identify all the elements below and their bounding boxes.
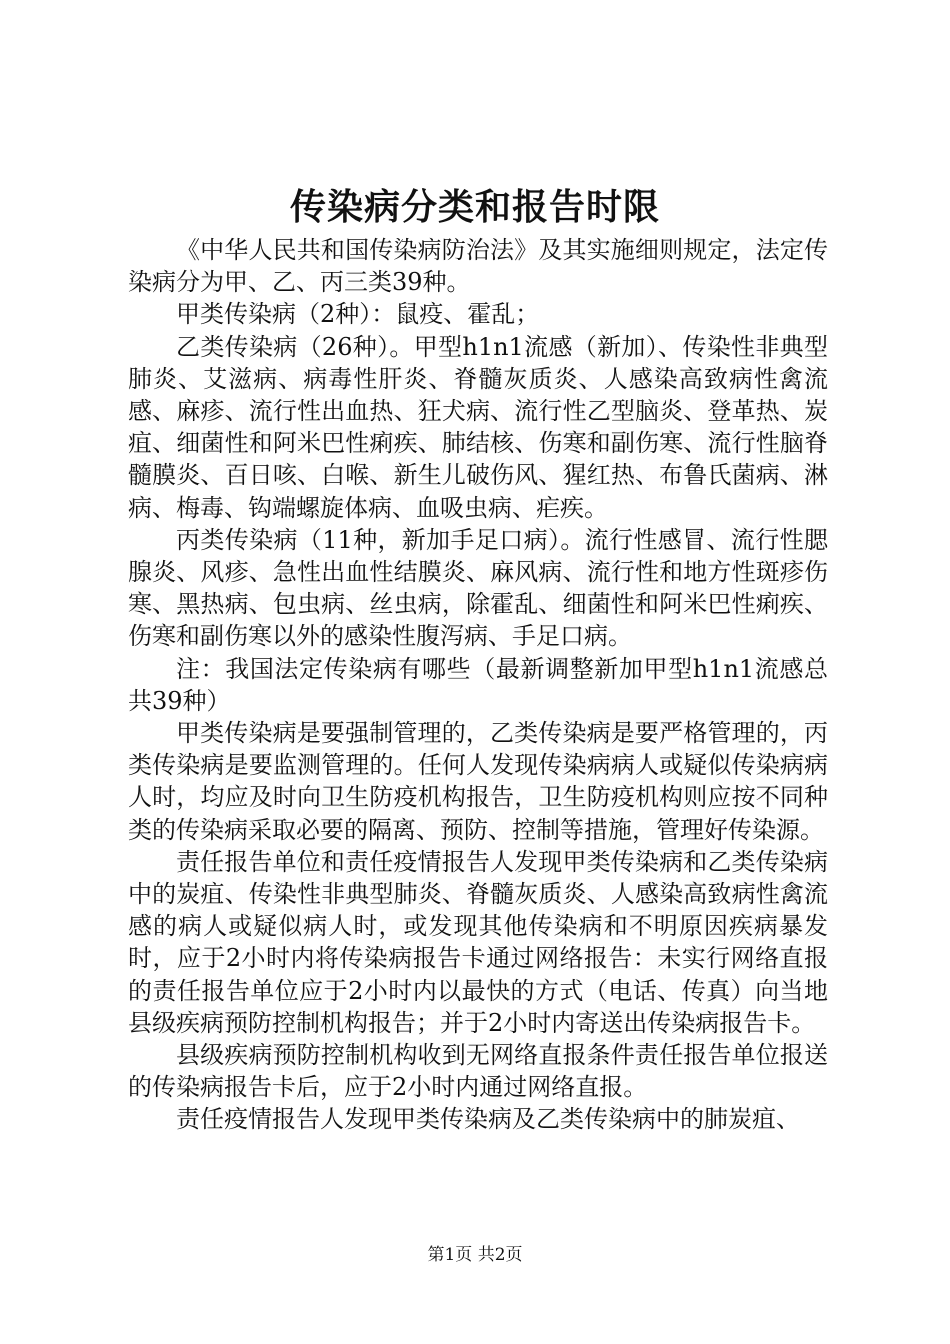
page-title: 传染病分类和报告时限 [289, 187, 660, 228]
paragraph-management: 甲类传染病是要强制管理的，乙类传染病是要严格管理的，丙类传染病是要监测管理的。任何人发现传染病病人或疑似传染病病人时，均应及时向卫生防疫机构报告，卫生防疫机构则应按不同种类的传染病采取必要的隔离、预防、控制等措施，管理好传染源。 [128, 719, 828, 844]
paragraph-county-cdc: 县级疾病预防控制机构收到无网络直报条件责任报告单位报送的传染病报告卡后，应于2小时内通过网络直报。 [128, 1041, 828, 1102]
paragraph-class-b: 乙类传染病（26种）。甲型h1n1流感（新加）、传染性非典型肺炎、艾滋病、病毒性肝炎、脊髓灰质炎、人感染高致病性禽流感、麻疹、流行性出血热、狂犬病、流行性乙型脑炎、登革热、炭疽、细菌性和阿米巴性痢疾、肺结核、伤寒和副伤寒、流行性脑脊髓膜炎、百日咳、白喉、新生儿破伤风、猩红热、布鲁氏菌病、淋病、梅毒、钩端螺旋体病、血吸虫病、疟疾。 [128, 332, 828, 522]
paragraph-reporting-rule: 责任报告单位和责任疫情报告人发现甲类传染病和乙类传染病中的炭疽、传染性非典型肺炎、脊髓灰质炎、人感染高致病性禽流感的病人或疑似病人时，或发现其他传染病和不明原因疾病暴发时，应于2小时内将传染病报告卡通过网络报告：未实行网络直报的责任报告单位应于2小时内以最快的方式（电话、传真）向当地县级疾病预防控制机构报告；并于2小时内寄送出传染病报告卡。 [128, 847, 828, 1037]
document-body [128, 234, 828, 1136]
paragraph-continued: 责任疫情报告人发现甲类传染病及乙类传染病中的肺炭疽、 [176, 1105, 800, 1134]
paragraph-class-a: 甲类传染病（2种）：鼠疫、霍乱； [176, 300, 540, 329]
paragraph-intro: 《中华人民共和国传染病防治法》及其实施细则规定，法定传染病分为甲、乙、丙三类39种。 [128, 236, 828, 297]
paragraph-class-c: 丙类传染病（11种，新加手足口病）。流行性感冒、流行性腮腺炎、风疹、急性出血性结膜炎、麻风病、流行性和地方性斑疹伤寒、黑热病、包虫病、丝虫病，除霍乱、细菌性和阿米巴性痢疾、伤寒和副伤寒以外的感染性腹泻病、手足口病。 [128, 525, 828, 651]
page-footer: 第1页 共2页 [427, 1245, 523, 1265]
paragraph-note: 注：我国法定传染病有哪些（最新调整新加甲型h1n1流感总共39种） [128, 654, 828, 715]
